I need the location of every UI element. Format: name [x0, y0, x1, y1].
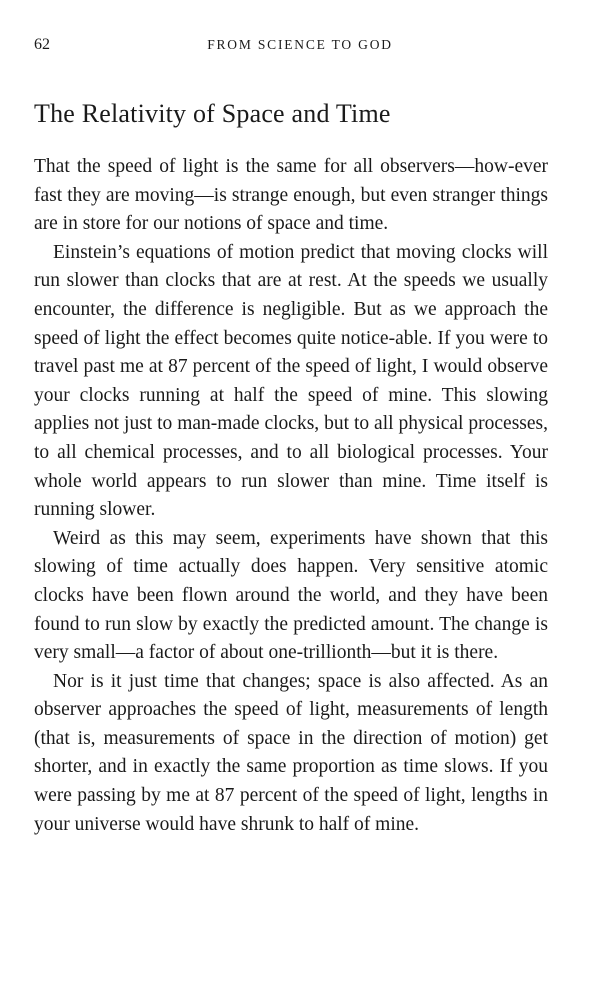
page-number: 62: [34, 36, 50, 53]
running-title: FROM SCIENCE TO GOD: [207, 37, 393, 52]
paragraph-4: Nor is it just time that changes; space is also affected. As an observer approaches the speed of light, measurements of length (that is, measurements of space in the direction of motion) get shorter, and in exactly the same proportion as time slows. If you were passing by me at 87 percent of the speed of light, lengths in your universe would have shrunk to half of mine.: [34, 670, 548, 835]
body-text: [34, 153, 548, 839]
paragraph-2: Einstein’s equations of motion predict that moving clocks will run slower than clocks that are at rest. At the speeds we usually encounter, the difference is negligible. But as we approach the speed of light the effect becomes quite notice-able. If you were to travel past me at 87 percent of the speed of light, I would observe your clocks running at half the speed of mine. This slowing applies not just to man-made clocks, but to all physical processes, to all chemical processes, and to all biological processes. Your whole world appears to run slower than mine. Time itself is running slower.: [34, 241, 548, 521]
section-heading: The Relativity of Space and Time: [34, 99, 391, 128]
paragraph-3: Weird as this may seem, experiments have shown that this slowing of time actually does happen. Very sensitive atomic clocks have been flown around the world, and they have been found to run slow by exactly the predicted amount. The change is very small—a factor of about one-trillionth—but it is there.: [34, 527, 548, 664]
paragraph-1: That the speed of light is the same for all observers—how-ever fast they are moving—is strange enough, but even stranger things are in store for our notions of space and time.: [34, 156, 548, 235]
running-header: [34, 36, 566, 56]
